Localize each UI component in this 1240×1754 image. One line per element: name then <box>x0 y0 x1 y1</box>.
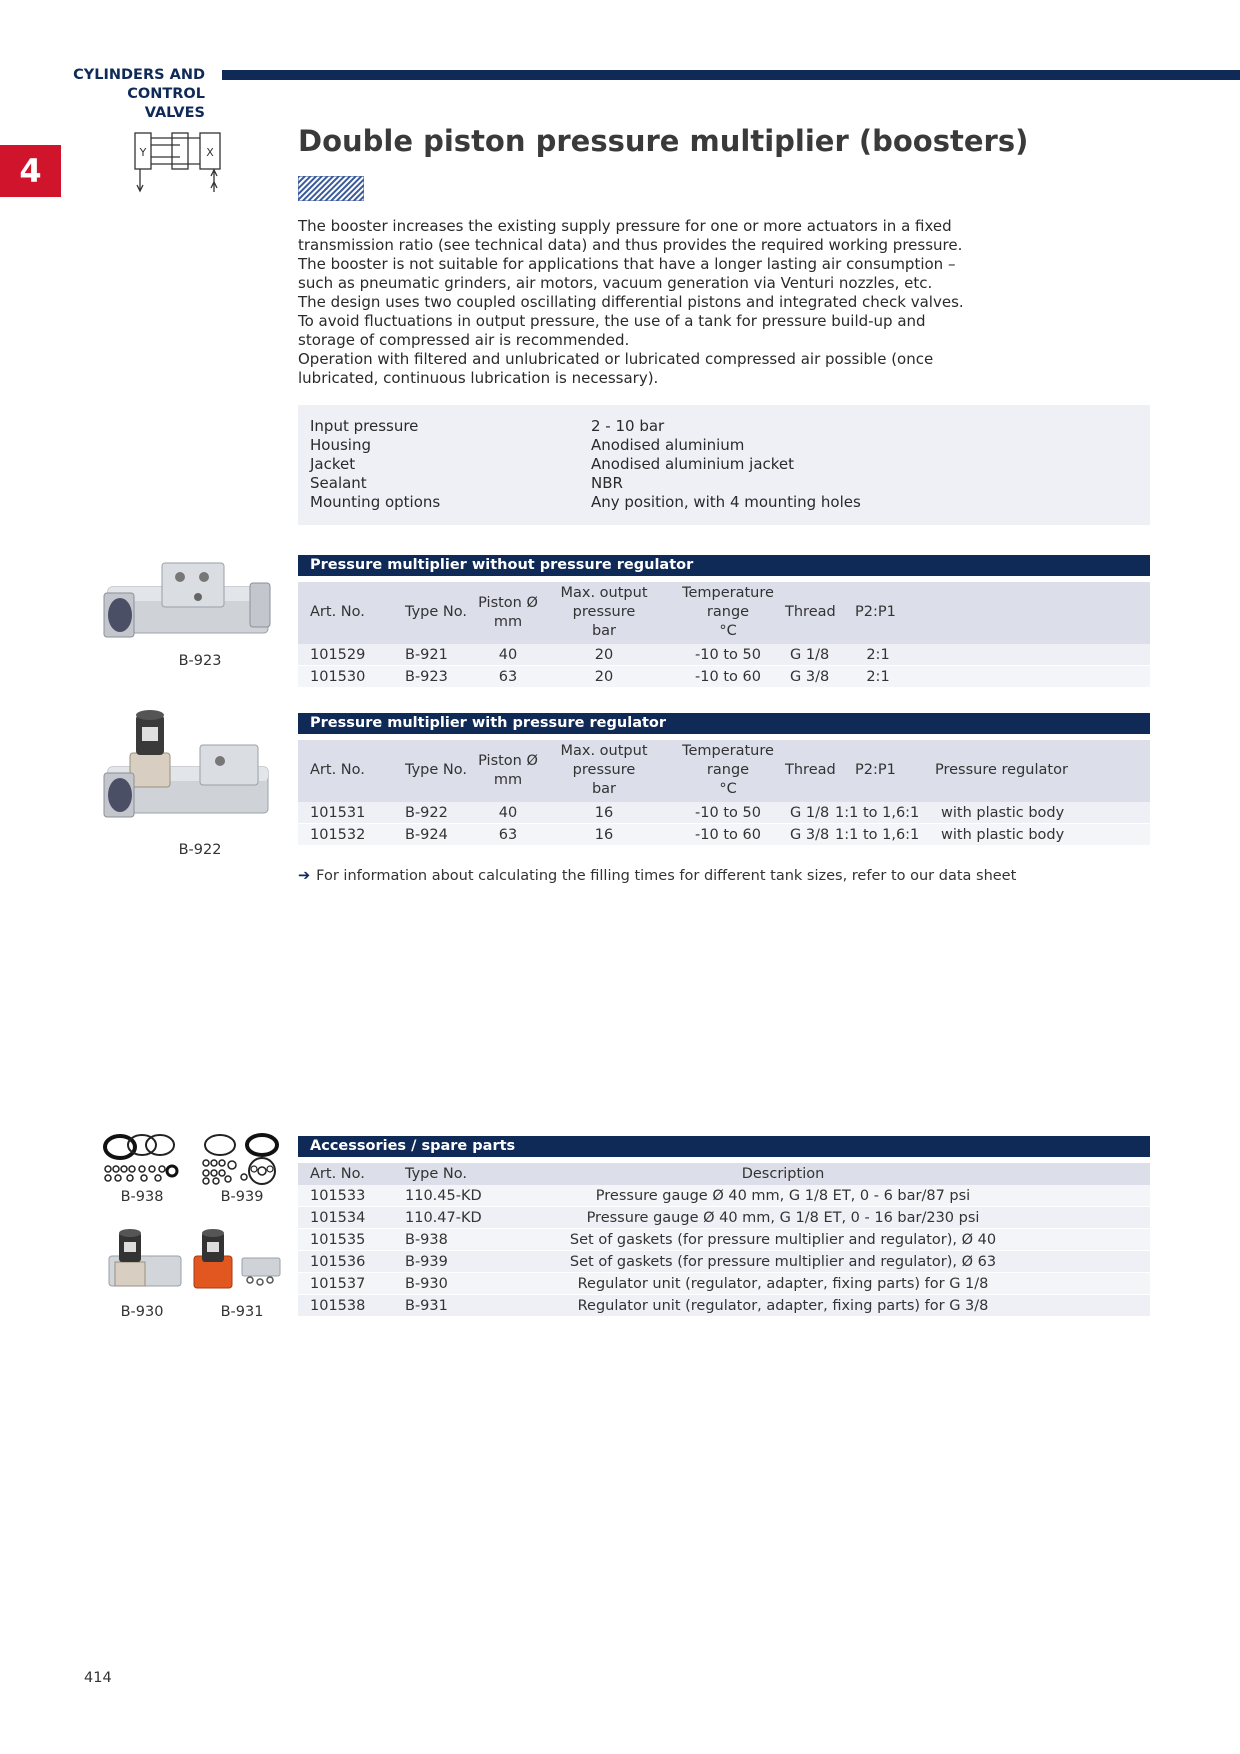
spec-label: Sealant <box>310 474 367 492</box>
spec-value: NBR <box>591 474 623 492</box>
cell-description: Regulator unit (regulator, adapter, fixing parts) for G 1/8 <box>577 1276 989 1292</box>
col-regulator: Pressure regulator <box>935 762 1068 778</box>
cell-ratio: 2:1 <box>866 647 890 663</box>
cell-temp: -10 to 60 <box>695 669 761 685</box>
table-row <box>298 1273 1150 1295</box>
note-text: For information about calculating the filling times for different tank sizes, refer to our data sheet <box>316 868 1017 884</box>
image-caption: B-922 <box>178 842 222 858</box>
col-piston-line1: Piston Ø <box>478 595 538 611</box>
cell-ratio: 1:1 to 1,6:1 <box>835 805 920 821</box>
col-art-no: Art. No. <box>310 604 365 620</box>
image-caption: B-930 <box>120 1304 164 1320</box>
col-piston <box>458 752 558 790</box>
col-piston-line1: Piston Ø <box>478 753 538 769</box>
cell-pressure: 20 <box>594 669 614 685</box>
col-temperature-line3: °C <box>719 623 737 639</box>
col-piston <box>458 594 558 632</box>
col-temperature <box>673 742 783 799</box>
booster-symbol-icon <box>130 130 225 200</box>
col-thread: Thread <box>785 604 836 620</box>
col-max-output-line2: pressure <box>572 604 636 620</box>
cell-piston: 40 <box>498 805 518 821</box>
intro-line: transmission ratio (see technical data) and thus provides the required working pressure. <box>298 236 963 254</box>
cell-type: 110.47-KD <box>405 1210 482 1226</box>
table2-header <box>298 740 1150 802</box>
symbol-label-y: Y <box>139 146 147 159</box>
cell-art: 101529 <box>310 647 366 663</box>
spec-label: Mounting options <box>310 493 441 511</box>
cell-thread: G 1/8 <box>790 647 830 663</box>
cell-temp: -10 to 60 <box>695 827 761 843</box>
col-max-output-line1: Max. output <box>560 743 648 759</box>
table-row <box>298 1295 1150 1317</box>
spec-label: Jacket <box>310 455 356 473</box>
cell-thread: G 3/8 <box>790 669 830 685</box>
col-max-output-line3: bar <box>591 623 617 639</box>
col-max-output <box>548 584 660 641</box>
cell-type: B-930 <box>405 1276 448 1292</box>
intro-line: Operation with filtered and unlubricated or lubricated compressed air possible (once <box>298 350 934 368</box>
spec-label: Housing <box>310 436 371 454</box>
col-temperature-line3: °C <box>719 781 737 797</box>
col-temperature <box>673 584 783 641</box>
image-caption: B-939 <box>220 1189 264 1205</box>
cell-type: 110.45-KD <box>405 1188 482 1204</box>
col-max-output-line3: bar <box>591 781 617 797</box>
cell-thread: G 3/8 <box>790 827 830 843</box>
table-row <box>298 1207 1150 1229</box>
col-type-no: Type No. <box>405 1166 467 1182</box>
intro-line: lubricated, continuous lubrication is necessary). <box>298 369 659 387</box>
image-caption: B-923 <box>178 653 222 669</box>
page-title: Double piston pressure multiplier (boosters) <box>298 124 1029 158</box>
datasheet-note <box>298 866 1016 886</box>
cell-type: B-923 <box>405 669 448 685</box>
cell-piston: 63 <box>498 827 518 843</box>
intro-line: such as pneumatic grinders, air motors, vacuum generation via Venturi nozzles, etc. <box>298 274 933 292</box>
cell-piston: 40 <box>498 647 518 663</box>
col-art-no: Art. No. <box>310 1166 365 1182</box>
spec-value: 2 - 10 bar <box>591 417 665 435</box>
cell-description: Set of gaskets (for pressure multiplier and regulator), Ø 40 <box>569 1232 997 1248</box>
table1-header <box>298 582 1150 644</box>
col-temperature-line2: range <box>706 762 750 778</box>
cell-description: Regulator unit (regulator, adapter, fixing parts) for G 3/8 <box>577 1298 989 1314</box>
cell-regulator: with plastic body <box>941 805 1065 821</box>
intro-line: To avoid fluctuations in output pressure, the use of a tank for pressure build-up and <box>298 312 926 330</box>
col-temperature-line1: Temperature <box>682 585 774 601</box>
col-temperature-line1: Temperature <box>682 743 774 759</box>
hatched-badge-icon <box>298 176 364 201</box>
spec-value: Anodised aluminium jacket <box>591 455 795 473</box>
section-heading-line2: CONTROL VALVES <box>127 86 205 121</box>
col-type-no: Type No. <box>405 762 467 778</box>
col-ratio: P2:P1 <box>855 604 896 620</box>
col-temperature-line2: range <box>706 604 750 620</box>
table1-title: Pressure multiplier without pressure regulator <box>298 555 1150 576</box>
cell-pressure: 16 <box>594 827 614 843</box>
gasket-set-icon <box>198 1133 283 1185</box>
table-row <box>298 824 1150 846</box>
cell-description: Pressure gauge Ø 40 mm, G 1/8 ET, 0 - 16 bar/230 psi <box>586 1210 980 1226</box>
intro-line: storage of compressed air is recommended. <box>298 331 630 349</box>
spec-value: Any position, with 4 mounting holes <box>591 493 861 511</box>
cell-temp: -10 to 50 <box>695 805 761 821</box>
col-max-output <box>548 742 660 799</box>
col-piston-line2: mm <box>493 772 523 788</box>
cell-thread: G 1/8 <box>790 805 830 821</box>
spec-label: Input pressure <box>310 417 419 435</box>
table3-header <box>298 1163 1150 1185</box>
cell-type: B-939 <box>405 1254 448 1270</box>
spec-value: Anodised aluminium <box>591 436 745 454</box>
cell-regulator: with plastic body <box>941 827 1065 843</box>
table2-title: Pressure multiplier with pressure regulator <box>298 713 1150 734</box>
table-row <box>298 1229 1150 1251</box>
table-row <box>298 1251 1150 1273</box>
cell-art: 101538 <box>310 1298 366 1314</box>
intro-line: The booster increases the existing supply pressure for one or more actuators in a fixed <box>298 217 952 235</box>
cell-piston: 63 <box>498 669 518 685</box>
cell-type: B-921 <box>405 647 448 663</box>
cell-art: 101536 <box>310 1254 366 1270</box>
table-row <box>298 802 1150 824</box>
product-image-b923 <box>100 553 275 653</box>
table-row <box>298 666 1150 688</box>
page-number: 414 <box>84 1670 112 1686</box>
col-description: Description <box>741 1166 825 1182</box>
cell-art: 101532 <box>310 827 366 843</box>
col-thread: Thread <box>785 762 836 778</box>
product-image-b922 <box>100 705 275 835</box>
col-max-output-line2: pressure <box>572 762 636 778</box>
col-art-no: Art. No. <box>310 762 365 778</box>
cell-art: 101533 <box>310 1188 366 1204</box>
cell-type: B-931 <box>405 1298 448 1314</box>
regulator-unit-icon <box>190 1228 285 1293</box>
image-caption: B-938 <box>120 1189 164 1205</box>
cell-art: 101534 <box>310 1210 366 1226</box>
cell-pressure: 20 <box>594 647 614 663</box>
table3-title: Accessories / spare parts <box>298 1136 1150 1157</box>
section-heading <box>70 66 205 123</box>
cell-art: 101531 <box>310 805 366 821</box>
cell-temp: -10 to 50 <box>695 647 761 663</box>
cell-ratio: 2:1 <box>866 669 890 685</box>
arrow-right-icon: ➔ <box>298 868 311 884</box>
col-max-output-line1: Max. output <box>560 585 648 601</box>
cell-type: B-938 <box>405 1232 448 1248</box>
intro-text <box>298 217 998 388</box>
intro-line: The design uses two coupled oscillating differential pistons and integrated check valves. <box>298 293 964 311</box>
cell-description: Pressure gauge Ø 40 mm, G 1/8 ET, 0 - 6 bar/87 psi <box>595 1188 971 1204</box>
col-piston-line2: mm <box>493 614 523 630</box>
image-caption: B-931 <box>220 1304 264 1320</box>
specs-box <box>298 405 1150 525</box>
regulator-unit-icon <box>105 1228 185 1293</box>
cell-pressure: 16 <box>594 805 614 821</box>
symbol-label-x: X <box>206 146 214 159</box>
intro-line: The booster is not suitable for applications that have a longer lasting air consumption – <box>298 255 956 273</box>
cell-art: 101537 <box>310 1276 366 1292</box>
cell-ratio: 1:1 to 1,6:1 <box>835 827 920 843</box>
cell-type: B-922 <box>405 805 448 821</box>
cell-type: B-924 <box>405 827 448 843</box>
cell-art: 101535 <box>310 1232 366 1248</box>
col-ratio: P2:P1 <box>855 762 896 778</box>
cell-art: 101530 <box>310 669 366 685</box>
table-row <box>298 1185 1150 1207</box>
col-type-no: Type No. <box>405 604 467 620</box>
header-rule <box>222 70 1240 80</box>
gasket-set-icon <box>100 1133 185 1185</box>
table-row <box>298 644 1150 666</box>
cell-description: Set of gaskets (for pressure multiplier and regulator), Ø 63 <box>569 1254 997 1270</box>
chapter-tab: 4 <box>0 145 61 197</box>
section-heading-line1: CYLINDERS AND <box>73 67 205 83</box>
